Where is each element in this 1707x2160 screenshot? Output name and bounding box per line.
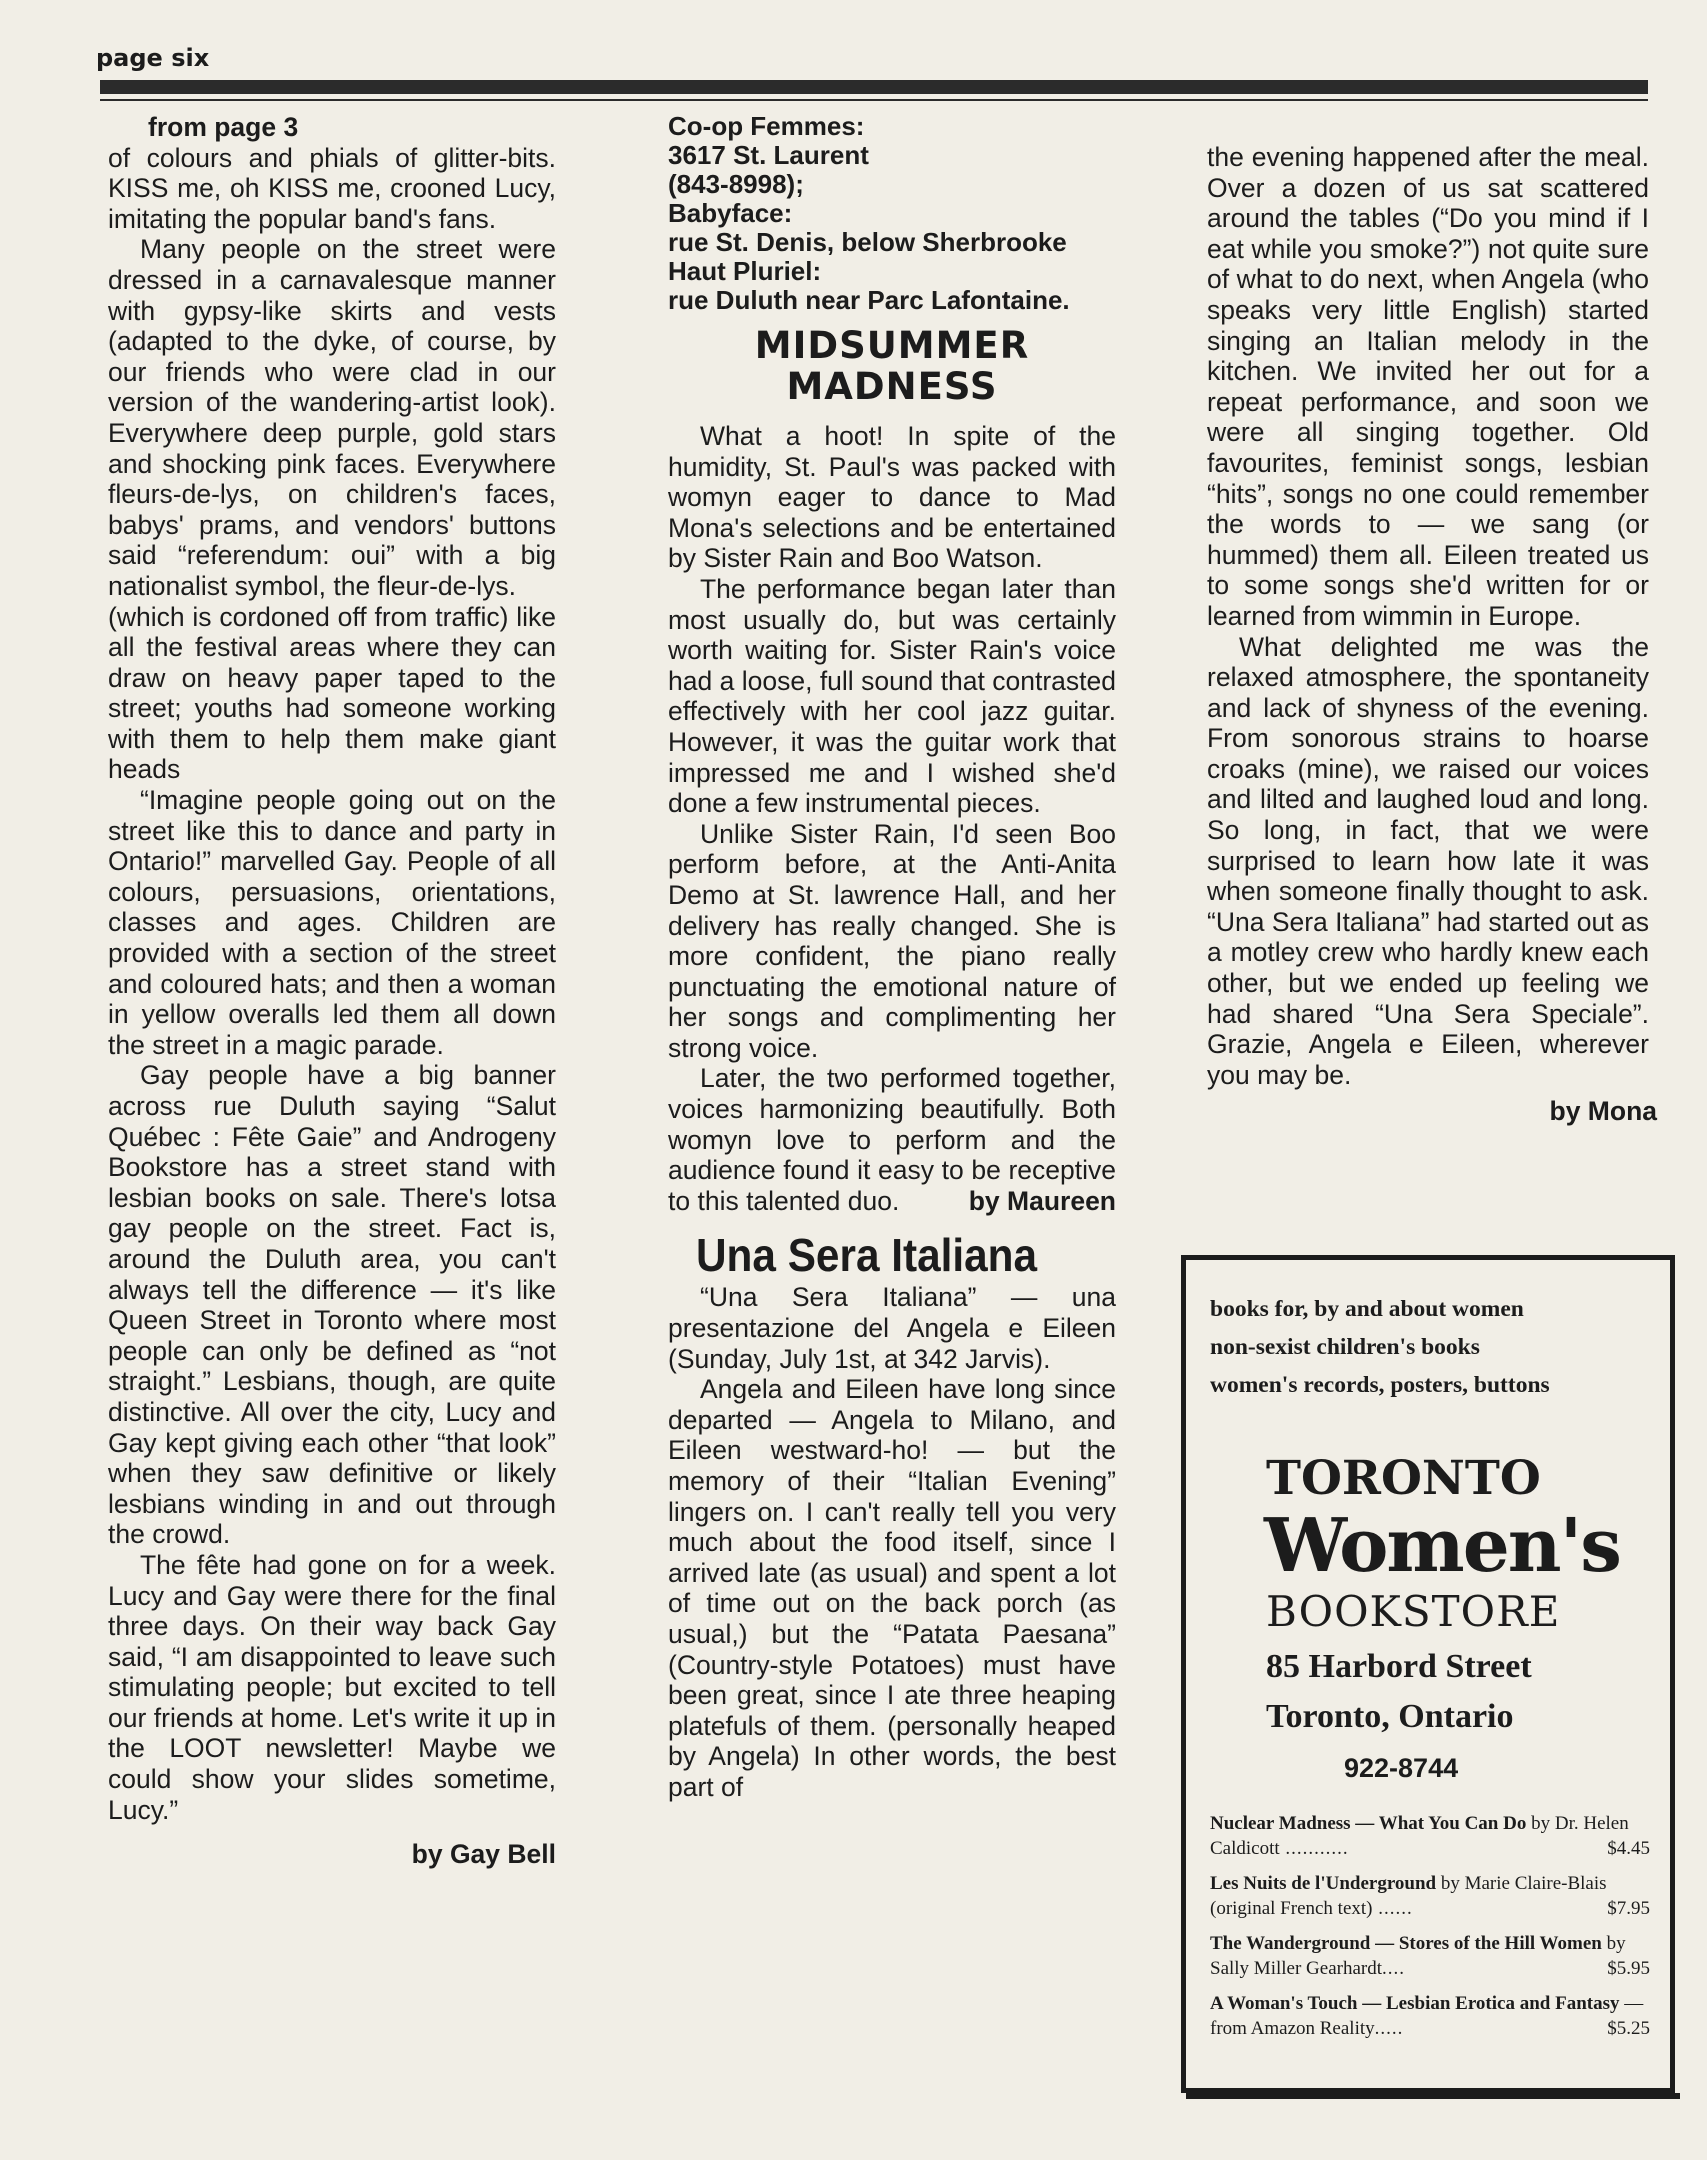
listing: Haut Pluriel: <box>668 256 822 286</box>
book-item: Nuclear Madness — What You Can Do by Dr. Helen Caldicott ........... $4.45 <box>1210 1812 1650 1861</box>
paragraph: the evening happened after the meal. Over a dozen of us sat scattered around the tables (“Do you mind if I eat while you smoke?”) not quite sure of what to do next, when Angela (who speaks very little English) started singing an Italian melody in the kitchen. We invited her out for a repeat performance, and soon we were all singing together. Old favourites, feminist songs, lesbian “hits”, songs no one could remember the words to — we sang (or hummed) them all. Eileen treated us to some songs she'd written for or learned from wimmin in Europe. <box>1207 142 1649 631</box>
listing: (843-8998); <box>668 169 804 199</box>
ad-line: women's records, posters, buttons <box>1210 1372 1550 1398</box>
ad-tagline <box>1210 1290 1550 1404</box>
ad-shadow <box>1186 2093 1680 2099</box>
ad-address-city: Toronto, Ontario <box>1266 1698 1514 1735</box>
book-price: $4.45 <box>1607 1837 1650 1859</box>
book-title: Nuclear Madness — What You Can Do <box>1210 1813 1527 1834</box>
paragraph: Gay people have a big banner across rue Duluth saying “Salut Québec : Fête Gaie” and Androgeny Bookstore has a street stand with lesbian books on sale. There's lotsa gay people on the street. Fact is, around the Duluth area, you can't always tell the difference — it's like Queen Street in Toronto where most people can only be defined as “not straight.” Lesbians, though, are quite distinctive. All over the city, Lucy and Gay kept giving each other “that look” when they saw definitive or likely lesbians winding in and out through the crowd. <box>108 1060 556 1550</box>
bookstore-ad <box>1181 1255 1675 2093</box>
ad-phone: 922-8744 <box>1344 1753 1459 1783</box>
paragraph: What delighted me was the relaxed atmosphere, the spontaneity and lack of shyness of the evening. From sonorous strains to hoarse croaks (mine), we raised our voices and lilted and laughed loud and long. So long, in fact, that we were surprised to learn how late it was when someone finally thought to ask. “Una Sera Italiana” had started out as a motley crew who hardly knew each other, but we ended up feeling we had shared “Una Sera Speciale”. Grazie, Angela e Eileen, wherever you may be. <box>1207 631 1649 1090</box>
listing: rue St. Denis, below Sherbrooke <box>668 227 1067 257</box>
book-author: by Marie Claire-Blais (original French text) <box>1210 1873 1607 1919</box>
paragraph: of colours and phials of glitter-bits. KISS me, oh KISS me, crooned Lucy, imitating the popular band's fans. <box>108 142 556 234</box>
listing: rue Duluth near Parc Lafontaine. <box>668 285 1070 315</box>
book-item: A Woman's Touch — Lesbian Erotica and Fantasy — from Amazon Reality..... $5.25 <box>1210 1992 1650 2041</box>
page-label: page six <box>96 44 210 72</box>
column-left <box>108 112 556 1870</box>
byline: by Mona <box>1549 1096 1657 1127</box>
book-author: by Sally Miller Gearhardt <box>1210 1933 1626 1979</box>
article-title: Una Sera Italiana <box>696 1229 1038 1282</box>
paragraph: What a hoot! In spite of the humidity, St. Paul's was packed with womyn eager to dance to Mad Mona's selections and be entertained by Sister Rain and Boo Watson. <box>668 421 1116 574</box>
title-line: MADNESS <box>786 365 998 408</box>
book-item: The Wanderground — Stores of the Hill Women by Sally Miller Gearhardt.... $5.95 <box>1210 1932 1650 1981</box>
byline: by Gay Bell <box>411 1839 556 1870</box>
paragraph: (which is cordoned off from traffic) like all the festival areas where they can draw on heavy paper taped to the street; youths had someone working with them to help them make giant heads <box>108 601 556 785</box>
book-price: $7.95 <box>1607 1897 1650 1919</box>
listing: Co-op Femmes: <box>668 111 865 141</box>
listing: 3617 St. Laurent <box>668 140 869 170</box>
column-middle <box>668 112 1116 1803</box>
header-rule-thin <box>100 99 1648 101</box>
book-title: The Wanderground — Stores of the Hill Women <box>1210 1933 1602 1954</box>
book-author: — from Amazon Reality <box>1210 1993 1644 2039</box>
paragraph: Unlike Sister Rain, I'd seen Boo perform before, at the Anti-Anita Demo at St. lawrence Hall, and her delivery has really changed. She is more confident, the piano really punctuating the emotional nature of her songs and complimenting her strong voice. <box>668 818 1116 1063</box>
paragraph: Angela and Eileen have long since departed — Angela to Milano, and Eileen westward-ho! — but the memory of their “Italian Evening” lingers on. I can't really tell you very much about the food itself, since I arrived late (as usual) and spent a lot of time out on the back porch (as usual,) but the “Patata Paesana” (Country-style Potatoes) must have been great, since I ate three heaping platefuls of them. (personally heaped by Angela) In other words, the best part of <box>668 1374 1116 1802</box>
paragraph: The performance began later than most usually do, but was certainly worth waiting for. Sister Rain's voice had a loose, full sound that contrasted effectively with her cool jazz guitar. However, it was the guitar work that impressed me and I wished she'd done a few instrumental pieces. <box>668 573 1116 819</box>
ad-toronto: TORONTO <box>1266 1451 1541 1506</box>
continued-from: from page 3 <box>148 112 299 142</box>
column-right <box>1207 142 1657 1127</box>
ad-womens: Women's <box>1264 1503 1620 1589</box>
paragraph-text: Later, the two performed together, voices harmonizing beautifully. Both womyn love to perform and the audience found it easy to be receptive to this talented duo. <box>668 1063 1116 1216</box>
byline: by Maureen <box>968 1185 1116 1216</box>
article-title <box>668 325 1116 407</box>
ad-book-list <box>1210 1812 1650 2052</box>
paragraph: “Imagine people going out on the street like this to dance and party in Ontario!” marvelled Gay. People of all colours, persuasions, orientations, classes and ages. Children are provided with a section of the street and coloured hats; and then a woman in yellow overalls led them all down the street in a magic parade. <box>108 785 556 1060</box>
paragraph: “Una Sera Italiana” — una presentazione del Angela e Eileen (Sunday, July 1st, at 342 Jarvis). <box>668 1282 1116 1374</box>
book-price: $5.95 <box>1607 1957 1650 1979</box>
paragraph <box>668 1063 1116 1216</box>
title-line: MIDSUMMER <box>754 324 1030 367</box>
ad-address-street: 85 Harbord Street <box>1266 1648 1532 1685</box>
book-author: by Dr. Helen Caldicott <box>1210 1813 1629 1859</box>
ad-line: non-sexist children's books <box>1210 1334 1480 1360</box>
listing: Babyface: <box>668 198 793 228</box>
book-title: A Woman's Touch — Lesbian Erotica and Fantasy <box>1210 1993 1620 2014</box>
paragraph: Many people on the street were dressed in a carnavalesque manner with gypsy-like skirts and vests (adapted to the dyke, of course, by our friends who were clad in our version of the wandering-artist look). Everywhere deep purple, gold stars and shocking pink faces. Everywhere fleurs-de-lys, on children's faces, babys' prams, and vendors' buttons said “referendum: oui” with a big nationalist symbol, the fleur-de-lys. <box>108 234 556 601</box>
ad-bookstore: BOOKSTORE <box>1266 1587 1561 1636</box>
ad-line: books for, by and about women <box>1210 1296 1524 1322</box>
book-price: $5.25 <box>1607 2017 1650 2039</box>
paragraph: The fête had gone on for a week. Lucy and Gay were there for the final three days. On their way back Gay said, “I am disappointed to leave such stimulating people; but excited to tell our friends at home. Let's write it up in the LOOT newsletter! Maybe we could show your slides sometime, Lucy.” <box>108 1549 556 1825</box>
book-item: Les Nuits de l'Underground by Marie Claire-Blais (original French text) ...... $7.95 <box>1210 1872 1650 1921</box>
header-rule <box>100 80 1648 94</box>
book-title: Les Nuits de l'Underground <box>1210 1873 1437 1894</box>
